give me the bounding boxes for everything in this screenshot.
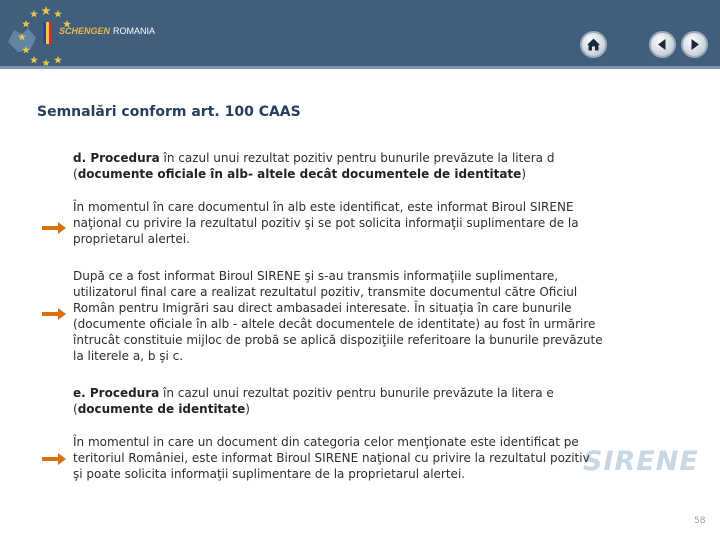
- brand-romania: ROMANIA: [113, 26, 156, 36]
- section-d-heading: d. Procedura în cazul unui rezultat pozitiv pentru bunurile prevăzute la litera d (documente oficiale în alb- altele decât documentele de identitate): [73, 151, 555, 181]
- brand-schengen: SCHENGEN: [59, 26, 111, 36]
- arrow-right-icon: [41, 307, 67, 321]
- header-bar: [0, 0, 720, 66]
- section-e-point-1: În momentul in care un document din categoria celor menţionate este identificat pe teritoriul României, este informat Biroul SIRENE naţional cu privire la rezultatul pozitiv şi poate solicita informaţii suplimentare de la proprietarul alertei.: [73, 435, 590, 481]
- next-icon: [683, 33, 706, 56]
- previous-button[interactable]: [649, 31, 676, 58]
- header-divider: [0, 66, 720, 69]
- sirene-watermark: SIRENE: [583, 446, 699, 477]
- arrow-right-icon: [41, 452, 67, 466]
- brand-label: [59, 26, 155, 36]
- page-number: 58: [694, 516, 706, 526]
- next-button[interactable]: [681, 31, 708, 58]
- section-e-label: e. Procedura: [73, 386, 160, 400]
- section-e-heading: e. Procedura în cazul unui rezultat pozitiv pentru bunurile prevăzute la litera e (documente de identitate): [73, 386, 554, 416]
- slide-title: Semnalări conform art. 100 CAAS: [37, 104, 301, 120]
- section-d-point-1: În momentul în care documentul în alb este identificat, este informat Biroul SIRENE naţional cu privire la rezultatul pozitiv şi se pot solicita informaţii suplimentare de la proprietarul alertei.: [73, 200, 579, 246]
- section-d-label: d. Procedura: [73, 151, 160, 165]
- home-button[interactable]: [580, 31, 607, 58]
- home-icon: [582, 33, 605, 56]
- section-d-point-2: După ce a fost informat Biroul SIRENE şi s-au transmis informaţiile suplimentare, utilizatorul final care a realizat rezultatul pozitiv, transmite documentul către Oficiul Român pentru Imigrări sau direct ambasadei interesate. În situaţia în care bunurile (documente oficiale în alb - altele decât documentele de identitate) au fost în urmărire întrucât constituie mijloc de probă se aplică dispoziţiile referitoare la bunurile prevăzute la literele a, b şi c.: [73, 269, 603, 363]
- previous-icon: [651, 33, 674, 56]
- arrow-right-icon: [41, 221, 67, 235]
